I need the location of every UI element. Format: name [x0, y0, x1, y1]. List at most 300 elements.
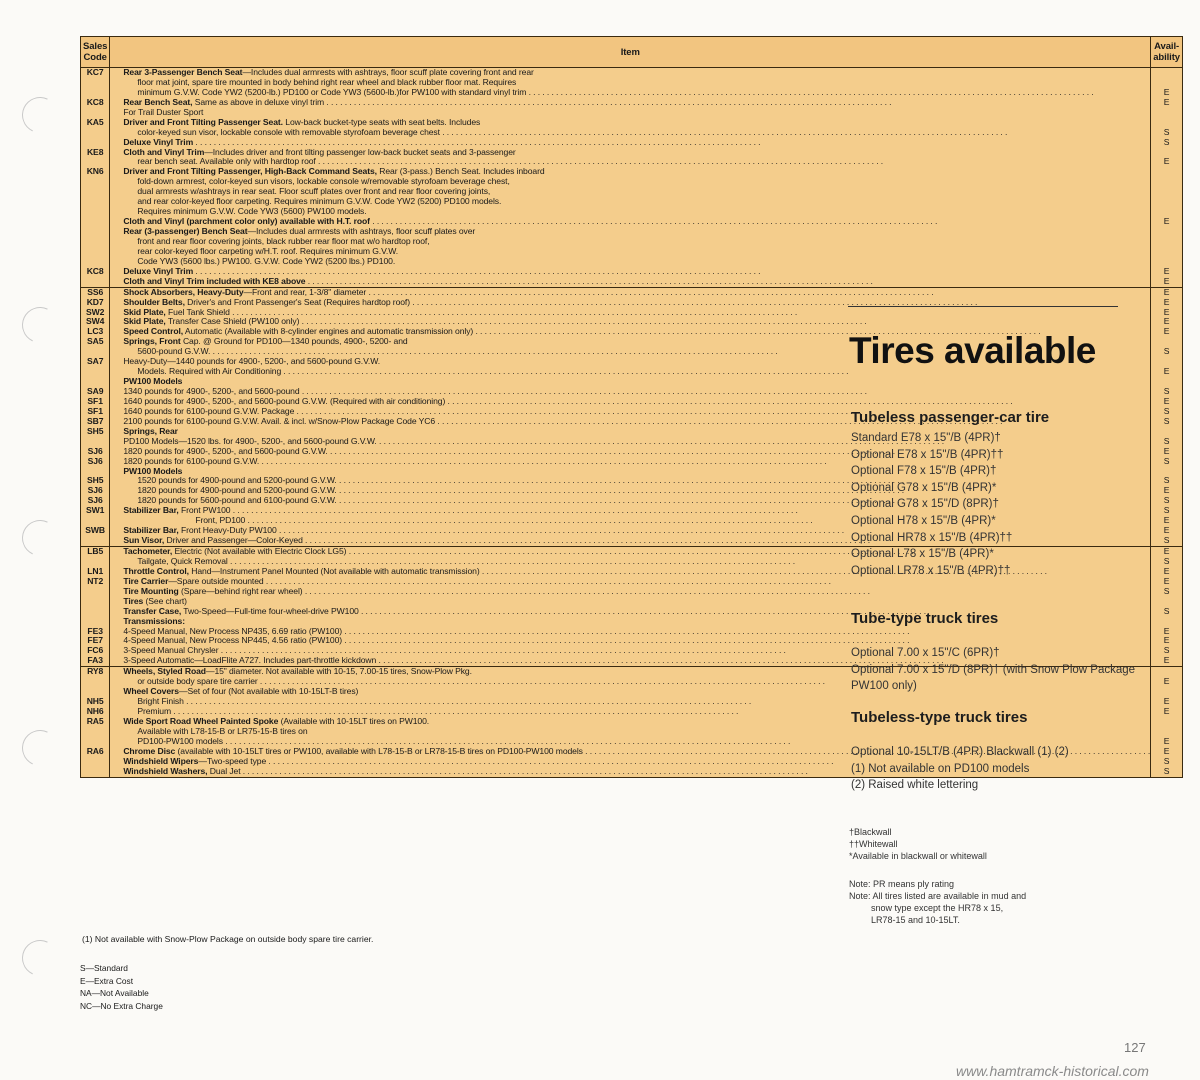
item-text: For Trail Duster Sport: [123, 107, 204, 117]
passenger-tire-list: [851, 430, 1012, 579]
sales-code: [81, 227, 109, 237]
item-description: —Includes dual armrests with ashtrays, floor scuff plate covering front and rear: [242, 68, 534, 77]
availability-code: [1151, 467, 1182, 477]
availability-column: [1151, 68, 1183, 288]
sales-code: SJ6: [87, 456, 103, 466]
availability-code: S: [1163, 456, 1170, 466]
item-description: Available with L78-15-B or LR75-15-B tires on: [137, 726, 308, 736]
legend-item: S—Standard: [80, 963, 128, 973]
availability-code: E: [1163, 217, 1170, 227]
item-description: Dual Jet: [207, 766, 241, 776]
binder-hole: [17, 935, 63, 981]
sales-code-column: [81, 667, 110, 777]
sales-code: SWB: [85, 526, 106, 536]
availability-code: [1151, 237, 1182, 247]
availability-code: E: [1163, 317, 1170, 327]
availability-code: E: [1163, 327, 1170, 337]
sales-code: [81, 197, 109, 207]
sales-code: [81, 257, 109, 267]
item-name: PW100 Models: [123, 466, 183, 476]
item-description: Automatic (Available with 8-cylinder engines and automatic transmission only): [183, 327, 474, 337]
tire-item: Optional G78 x 15"/D (8PR)†: [851, 498, 999, 511]
tire-item: Optional E78 x 15"/B (4PR)††: [851, 448, 1004, 461]
tubeless-truck-tire-heading: Tubeless-type truck tires: [851, 709, 1028, 726]
availability-code: [1151, 377, 1182, 387]
item-text: 3-Speed Manual Chrysler: [123, 646, 219, 656]
sales-code: SJ6: [87, 446, 103, 456]
item-name: Sun Visor,: [123, 536, 165, 546]
sales-code: [81, 687, 109, 697]
item-name: Skid Plate,: [123, 307, 166, 317]
sales-code: [81, 347, 109, 357]
page-number: 127: [1124, 1040, 1146, 1055]
availability-code: [1151, 148, 1182, 158]
sales-code: SA9: [86, 387, 104, 396]
item-description: (See chart): [143, 596, 187, 606]
item-line: [123, 197, 1150, 207]
item-name: Springs, Front: [123, 337, 181, 347]
item-description: —Front and rear, 1-3/8" diameter: [243, 287, 367, 297]
availability-code: [1151, 177, 1182, 187]
item-text: Bright Finish: [137, 697, 184, 707]
sales-code: FC6: [87, 646, 104, 656]
passenger-tire-heading: Tubeless passenger-car tire: [851, 409, 1050, 426]
item-description: Driver's and Front Passenger's Seat (Requires hardtop roof): [184, 297, 410, 307]
item-text: 1640 pounds for 6100-pound G.V.W. Package: [123, 406, 295, 416]
item-description: Two-Speed—Full-time four-wheel-drive PW100: [181, 606, 359, 616]
item-name: Deluxe Vinyl Trim: [123, 137, 194, 147]
item-description: —Includes driver and front tilting passenger low-back bucket seats and 3-passenger: [204, 147, 516, 157]
availability-column: [1151, 667, 1183, 777]
item-description: Driver and Passenger—Color-Keyed: [164, 536, 303, 546]
availability-legend: [80, 962, 163, 1012]
sales-code: [81, 377, 109, 387]
availability-code: E: [1163, 297, 1170, 307]
item-name: Windshield Wipers: [123, 756, 199, 766]
sales-code: [81, 467, 109, 477]
sales-code: [81, 88, 109, 98]
availability-code: E: [1163, 656, 1170, 666]
item-description: Hand—Instrument Panel Mounted (Not available with automatic transmission): [188, 566, 480, 576]
availability-code: E: [1163, 396, 1170, 406]
item-name: Windshield Washers,: [123, 766, 208, 776]
item-line: [123, 167, 1150, 177]
item-description: front and rear floor covering joints, black rubber rear floor mat w/o hardtop roof,: [137, 236, 430, 246]
item-description: or outside body spare tire carrier: [137, 677, 258, 687]
sales-code: SA7: [86, 357, 104, 367]
tire-item: Standard E78 x 15"/B (4PR)†: [851, 432, 1001, 444]
availability-code: E: [1163, 746, 1170, 756]
binder-hole: [17, 725, 63, 771]
availability-column: [1151, 547, 1183, 667]
sales-code: [81, 557, 109, 567]
item-description: fold-down armrest, color-keyed sun visors, lockable console w/removable styrofoam beverage chest,: [137, 177, 510, 187]
watermark: www.hamtramck-historical.com: [956, 1063, 1149, 1079]
availability-code: E: [1163, 547, 1170, 556]
availability-code: [1151, 207, 1182, 217]
item-name: Speed Control,: [123, 327, 184, 337]
sales-code: FE3: [87, 626, 103, 636]
item-description: (Available with 10-15LT tires on PW100.: [278, 716, 430, 726]
availability-code: [1151, 118, 1182, 128]
availability-code: S: [1163, 646, 1170, 656]
item-description: —Includes dual armrests with ashtrays, floor scuff plates over: [247, 227, 476, 236]
sales-code: KD7: [86, 297, 104, 307]
item-text: 4-Speed Manual, New Process NP445, 4.56 ratio (PW100): [123, 636, 343, 646]
item-description: PD100-PW100 models: [137, 736, 223, 746]
availability-code: S: [1163, 127, 1170, 137]
item-description: Fuel Tank Shield: [165, 307, 230, 317]
availability-code: S: [1163, 756, 1170, 766]
sales-code: [81, 78, 109, 88]
section-rule: [848, 306, 1118, 307]
item-name: Rear (3-passenger) Bench Seat: [123, 227, 248, 236]
item-header: Item: [110, 37, 1151, 68]
availability-code: S: [1163, 137, 1170, 147]
sales-code: KA5: [86, 117, 104, 127]
tire-item: Optional L78 x 15"/B (4PR)*: [851, 548, 994, 561]
item-description: —15" diameter. Not available with 10-15, 7.00-15 tires, Snow-Plow Pkg.: [205, 667, 472, 677]
item-line: [123, 587, 1150, 597]
item-line: [123, 227, 1150, 237]
item-description: Front Heavy-Duty PW100: [178, 526, 277, 536]
item-text: Premium: [137, 707, 172, 716]
sales-code: KC8: [86, 266, 104, 276]
availability-code: E: [1163, 307, 1170, 317]
item-line: [123, 257, 1150, 267]
sales-code: FA3: [87, 656, 103, 666]
sales-code: SJ6: [87, 486, 103, 496]
item-name: Throttle Control,: [123, 566, 189, 576]
tires-title: Tires available: [849, 330, 1096, 371]
item-line: [123, 138, 1150, 148]
item-description: 5600-pound G.V.W.: [137, 347, 211, 357]
availability-code: [1151, 257, 1182, 267]
item-name: Rear 3-Passenger Bench Seat: [123, 68, 243, 77]
availability-code: E: [1163, 157, 1170, 167]
item-line: [123, 627, 1150, 637]
sales-code: KC8: [86, 97, 104, 107]
sales-code: SH5: [86, 476, 104, 486]
sales-code: SH5: [86, 426, 104, 436]
item-line: [123, 308, 1150, 318]
sales-code: SB7: [86, 416, 104, 426]
sales-code: [81, 597, 109, 607]
item-description: (Spare—behind right rear wheel): [178, 586, 303, 596]
sales-code: LN1: [87, 566, 104, 576]
sales-code: [81, 437, 109, 447]
sales-code: LB5: [87, 547, 104, 556]
sales-code: [81, 367, 109, 377]
availability-column: [1151, 287, 1183, 546]
tire-item: PW100 only): [851, 680, 917, 693]
legend-item: NA—Not Available: [80, 988, 149, 999]
availability-code: [1151, 108, 1182, 118]
availability-code: E: [1163, 526, 1170, 536]
availability-code: E: [1163, 486, 1170, 496]
availability-code: [1151, 427, 1182, 437]
item-line: [123, 157, 1150, 167]
item-description: (available with 10-15LT tires or PW100, available with L78-15-B or LR78-15-B tires on PD100-PW100 models: [175, 746, 583, 756]
sales-code: [81, 187, 109, 197]
sales-code: [81, 138, 109, 148]
item-line: [123, 68, 1150, 78]
item-text: 4-Speed Manual, New Process NP435, 6.69 ratio (PW100): [123, 626, 343, 636]
availability-code: E: [1163, 736, 1170, 746]
item-text: 1640 pounds for 4900-, 5200-, and 5600-pound G.V.W. (Required with air conditioning): [123, 396, 446, 406]
item-line: [123, 148, 1150, 158]
symbol-item: ††Whitewall: [849, 839, 898, 849]
item-name: Cloth and Vinyl (parchment color only) available with H.T. roof: [123, 217, 370, 227]
item-name: Tachometer,: [123, 547, 173, 556]
availability-code: E: [1163, 97, 1170, 107]
sales-code: [81, 587, 109, 597]
item-description: minimum G.V.W. Code YW2 (5200-lb.) PD100 or Code YW3 (5600-lb.)for PW100 with standard vinyl trim: [137, 87, 527, 97]
item-line: [123, 397, 1150, 407]
tube-tire-list: [851, 645, 1135, 695]
item-text: Tailgate, Quick Removal: [137, 556, 228, 566]
tire-item: (1) Not available on PD100 models: [851, 762, 1030, 775]
availability-code: E: [1163, 446, 1170, 456]
availability-header: Avail- ability: [1151, 37, 1183, 68]
item-name: Driver and Front Tilting Passenger Seat.: [123, 117, 283, 127]
item-text: 1820 pounds for 6100-pound G.V.W.: [123, 456, 260, 466]
item-line: [123, 207, 1150, 217]
item-description: —Two-speed type: [198, 756, 267, 766]
item-name: Tire Carrier: [123, 576, 169, 586]
item-name: Skid Plate,: [123, 317, 166, 327]
item-description: and rear color-keyed floor carpeting. Requires minimum G.V.W. Code YW2 (5200) PD100 models.: [137, 197, 502, 207]
legend-item: NC—No Extra Charge: [80, 1000, 163, 1011]
sales-code: [81, 757, 109, 767]
availability-code: S: [1163, 556, 1170, 566]
item-name: Springs, Rear: [123, 426, 178, 436]
item-name: Rear Bench Seat,: [123, 97, 193, 107]
sales-code: LC3: [87, 327, 104, 337]
sales-code: SW4: [86, 317, 105, 327]
item-name: PW100 Models: [123, 377, 183, 387]
sales-code: SW2: [86, 307, 105, 317]
availability-code: E: [1163, 516, 1170, 526]
item-line: [123, 237, 1150, 247]
sales-code: [81, 157, 109, 167]
availability-code: S: [1163, 766, 1170, 776]
tire-item: Optional F78 x 15"/B (4PR)†: [851, 465, 997, 478]
item-description: floor mat joint, spare tire mounted in body behind right rear wheel and black rubber floor mat. Requires: [137, 77, 517, 87]
tire-notes: [849, 878, 1026, 926]
item-description: rear bench seat. Available only with hardtop roof: [137, 157, 316, 167]
availability-code: E: [1163, 697, 1170, 707]
sales-code: [81, 177, 109, 187]
binder-hole: [17, 302, 63, 348]
availability-code: S: [1163, 476, 1170, 486]
item-line: [123, 697, 1150, 707]
sales-code: RA6: [86, 746, 104, 756]
availability-code: [1151, 727, 1182, 737]
tube-tire-heading: Tube-type truck tires: [851, 610, 999, 627]
item-description: Models. Required with Air Conditioning: [137, 367, 282, 377]
availability-code: S: [1163, 496, 1170, 506]
sales-code: [81, 247, 109, 257]
item-description: Cap. @ Ground for PD100—1340 pounds, 4900-, 5200- and: [180, 337, 408, 347]
sales-code: [81, 128, 109, 138]
item-text: 1340 pounds for 4900-, 5200-, and 5600-pound: [123, 387, 300, 396]
item-line: [123, 217, 1150, 227]
availability-code: [1151, 337, 1182, 347]
tire-item: Optional 7.00 x 15"/C (6PR)†: [851, 647, 1000, 659]
item-line: [123, 128, 1150, 138]
sales-code: [81, 108, 109, 118]
item-text: Front, PD100: [195, 516, 246, 526]
sales-code-header: Sales Code: [81, 37, 110, 68]
tire-item: Optional G78 x 15"/B (4PR)*: [851, 481, 997, 494]
item-name: Cloth and Vinyl Trim: [123, 147, 205, 157]
item-description: dual armrests w/ashtrays in rear seat. Floor scuff plates over front and rear floor covering joints,: [137, 187, 491, 197]
item-description: Code YW3 (5600 lbs.) PW100. G.V.W. Code YW2 (5200 lbs.) PD100.: [137, 256, 396, 266]
item-name: Transmissions:: [123, 616, 185, 626]
tire-item: Optional H78 x 15"/B (4PR)*: [851, 514, 996, 527]
table-footnote: (1) Not available with Snow-Plow Package on outside body spare tire carrier.: [82, 934, 374, 944]
item-name: Wheels, Styled Road: [123, 667, 206, 677]
item-line: [123, 177, 1150, 187]
item-description: —Spare outside mounted: [168, 576, 264, 586]
item-line: [123, 247, 1150, 257]
availability-code: E: [1163, 287, 1170, 297]
item-line: [123, 377, 1150, 387]
sales-code: SF1: [87, 406, 103, 416]
sales-code: [81, 677, 109, 687]
tire-item: Optional 10-15LT/B (4PR) Blackwall (1) (2): [851, 746, 1069, 758]
availability-code: [1151, 187, 1182, 197]
sales-code-column: [81, 287, 110, 546]
sales-code: [81, 237, 109, 247]
item-name: Driver and Front Tilting Passenger, High-Back Command Seats,: [123, 167, 377, 177]
binder-hole: [17, 515, 63, 561]
availability-code: [1151, 197, 1182, 207]
availability-code: [1151, 687, 1182, 697]
item-name: Shock Absorbers, Heavy-Duty: [123, 287, 244, 297]
availability-code: E: [1163, 636, 1170, 646]
sales-code: [81, 727, 109, 737]
availability-code: S: [1163, 606, 1170, 616]
sales-code: [81, 607, 109, 617]
availability-code: [1151, 68, 1182, 78]
item-line: [123, 387, 1150, 397]
note-line: Note: All tires listed are available in mud and: [849, 891, 1027, 901]
availability-code: S: [1163, 436, 1170, 446]
availability-code: [1151, 247, 1182, 257]
availability-code: S: [1163, 586, 1170, 596]
item-description: Low-back bucket-type seats with seat belts. Includes: [282, 117, 481, 127]
item-line: [123, 98, 1150, 108]
sales-code: NT2: [87, 576, 104, 586]
sales-code: [81, 277, 109, 287]
item-text: 1820 pounds for 4900-pound and 5200-pound G.V.W.: [137, 486, 337, 496]
availability-code: [1151, 667, 1182, 677]
sales-code: KE8: [86, 147, 104, 157]
note-line: Note: PR means ply rating: [849, 879, 955, 889]
item-description: —Set of four (Not available with 10-15LT-B tires): [178, 687, 359, 697]
sales-code: KC7: [86, 68, 104, 77]
availability-code: E: [1163, 87, 1170, 97]
item-name: Transfer Case,: [123, 606, 182, 616]
item-description: Same as above in deluxe vinyl trim: [192, 97, 325, 107]
sales-code: SW1: [86, 506, 105, 516]
sales-code: [81, 617, 109, 627]
item-text: 1820 pounds for 5600-pound and 6100-pound G.V.W.: [137, 496, 337, 506]
item-line: [123, 108, 1150, 118]
sales-code: SF1: [87, 396, 103, 406]
availability-code: S: [1163, 506, 1170, 516]
availability-code: E: [1163, 266, 1170, 276]
item-name: Shoulder Belts,: [123, 297, 185, 307]
availability-code: S: [1163, 536, 1170, 546]
item-line: [123, 78, 1150, 88]
sales-code: [81, 767, 109, 777]
availability-code: E: [1163, 626, 1170, 636]
sales-code: [81, 737, 109, 747]
item-name: Wheel Covers: [123, 687, 179, 697]
sales-code: SJ6: [87, 496, 103, 506]
item-description: Rear (3-pass.) Bench Seat. Includes inboard: [376, 167, 545, 177]
tire-symbol-key: [849, 826, 987, 862]
sales-code: SS6: [87, 287, 104, 297]
availability-code: [1151, 357, 1182, 367]
item-column: [110, 68, 1151, 288]
availability-code: [1151, 78, 1182, 88]
item-text: Heavy-Duty—1440 pounds for 4900-, 5200-, and 5600-pound G.V.W.: [123, 357, 381, 367]
table-section: [81, 68, 1183, 288]
legend-item: E—Extra Cost: [80, 975, 134, 986]
item-text: 1820 pounds for 4900-, 5200-, and 5600-pound G.V.W.: [123, 446, 328, 456]
item-text: 1520 pounds for 4900-pound and 5200-pound G.V.W.: [137, 476, 337, 486]
binder-hole: [17, 92, 63, 138]
note-line: LR78-15 and 10-15LT.: [871, 915, 960, 925]
availability-code: S: [1163, 387, 1170, 396]
item-line: [123, 727, 1150, 737]
sales-code: [81, 217, 109, 227]
availability-code: [1151, 617, 1182, 627]
item-description: color-keyed sun visor, lockable console with removable styrofoam beverage chest: [137, 127, 440, 137]
availability-code: S: [1163, 347, 1170, 357]
item-text: 3-Speed Automatic—LoadFlite A727. Includes part-throttle kickdown: [123, 656, 377, 666]
item-name: Cloth and Vinyl Trim included with KE8 above: [123, 276, 306, 286]
availability-code: E: [1163, 367, 1170, 377]
availability-code: E: [1163, 576, 1170, 586]
note-line: snow type except the HR78 x 15,: [871, 903, 1004, 913]
item-name: Deluxe Vinyl Trim: [123, 266, 194, 276]
availability-code: [1151, 597, 1182, 607]
item-line: [123, 88, 1150, 98]
availability-code: E: [1163, 566, 1170, 576]
sales-code: SA5: [86, 337, 104, 347]
availability-code: [1151, 227, 1182, 237]
tire-item: (2) Raised white lettering: [851, 779, 979, 792]
item-line: [123, 187, 1150, 197]
availability-code: E: [1163, 707, 1170, 716]
availability-code: E: [1163, 276, 1170, 286]
sales-code: RY8: [87, 667, 104, 677]
tire-item: Optional HR78 x 15"/B (4PR)††: [851, 531, 1013, 544]
item-name: Tires: [123, 596, 144, 606]
availability-code: E: [1163, 677, 1170, 687]
sales-code: FE7: [87, 636, 103, 646]
item-line: [123, 118, 1150, 128]
tire-item: Optional LR78 x 15"/B (4PR)††: [851, 564, 1011, 577]
symbol-item: *Available in blackwall or whitewall: [849, 851, 987, 861]
tire-item: Optional 7.00 x 15"/D (8PR)† (with Snow Plow Package: [851, 663, 1136, 676]
item-name: Wide Sport Road Wheel Painted Spoke: [123, 716, 279, 726]
